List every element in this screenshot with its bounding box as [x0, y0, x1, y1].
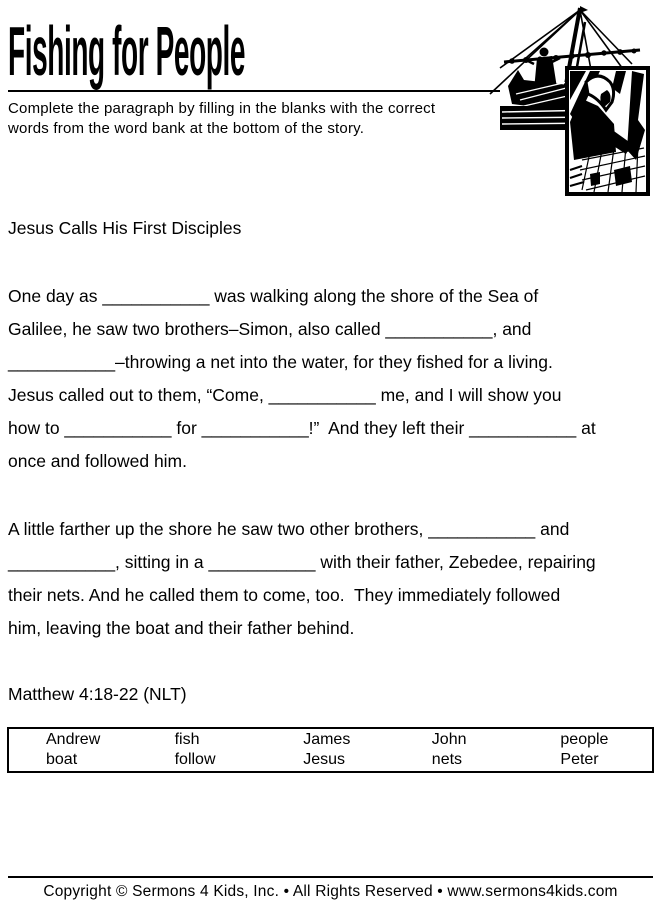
- copyright-text: Copyright © Sermons 4 Kids, Inc. • All Rights Reserved • www.sermons4kids.com: [43, 883, 618, 900]
- instructions-text: [8, 99, 435, 139]
- scripture-reference: Matthew 4:18-22 (NLT): [8, 684, 187, 704]
- word-bank-cell: boat: [46, 751, 78, 768]
- story-line: ___________, sitting in a ___________ with their father, Zebedee, repairing: [8, 552, 596, 572]
- story-line: Galilee, he saw two brothers–Simon, also called ___________, and: [8, 319, 532, 339]
- story-paragraph-1: [8, 280, 596, 478]
- story-line: once and followed him.: [8, 451, 187, 471]
- word-bank-cell: follow: [174, 751, 216, 768]
- story-heading: Jesus Calls His First Disciples: [8, 218, 242, 238]
- page-title: Fishing for People: [8, 12, 246, 90]
- word-bank-cell: John: [431, 731, 467, 748]
- word-bank-cell: Jesus: [303, 751, 345, 768]
- story-line: One day as ___________ was walking along the shore of the Sea of: [8, 286, 539, 306]
- word-bank-cell: people: [560, 731, 609, 748]
- story-line: their nets. And he called them to come, too. They immediately followed: [8, 585, 561, 605]
- instructions-line-2: words from the word bank at the bottom of the story.: [8, 120, 365, 137]
- story-line: ___________–throwing a net into the water, for they fished for a living.: [8, 352, 553, 372]
- story-line: Jesus called out to them, “Come, ___________ me, and I will show you: [8, 385, 562, 405]
- word-bank-cell: James: [303, 731, 351, 748]
- instructions-line-1: Complete the paragraph by filling in the blanks with the correct: [8, 100, 436, 117]
- word-bank-cell: Andrew: [46, 731, 101, 748]
- word-bank-table: [7, 727, 654, 773]
- story-line: how to ___________ for ___________!” And they left their ___________ at: [8, 418, 596, 438]
- word-bank-cell: Peter: [560, 751, 599, 768]
- story-line: him, leaving the boat and their father behind.: [8, 618, 355, 638]
- word-bank-cell: fish: [174, 731, 200, 748]
- story-paragraph-2: [8, 513, 596, 645]
- word-bank-cell: nets: [431, 751, 463, 768]
- story-line: A little farther up the shore he saw two other brothers, ___________ and: [8, 519, 570, 539]
- title-divider: [8, 90, 500, 92]
- footer-divider: [8, 876, 653, 878]
- fishing-scene-illustration-icon: [486, 2, 661, 198]
